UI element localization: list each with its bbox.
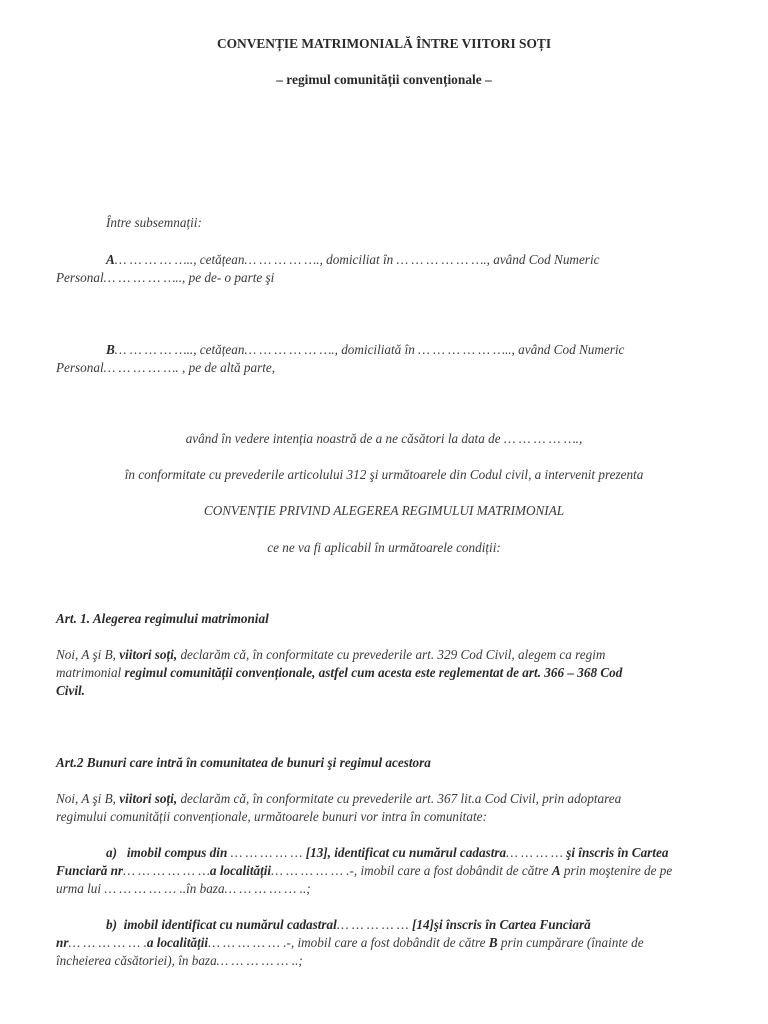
item-b-line-2 (56, 934, 644, 952)
item-b-line-1 (106, 916, 591, 934)
art1-line-3: Civil. (56, 683, 85, 698)
item-a-text-2d: … … … … … .-, imobil care a fost dobândit de către (271, 863, 552, 878)
art2-text-1c: declarăm că, în conformitate cu prevederile art. 367 lit.a Cod Civil, prin adoptarea (177, 791, 622, 806)
document-subtitle: – regimul comunității convenționale – (276, 72, 492, 87)
item-b-text-1a: imobil identificat cu numărul cadastral (123, 917, 337, 932)
item-a-line-3: urma lui … … … … … ..în baza… … … … … ..; (56, 881, 311, 896)
party-b-line-1 (106, 341, 624, 359)
party-b-line-2: Personal… … … … …. , pe de altă parte, (56, 360, 276, 375)
item-a-text-1d: … … … … (506, 845, 567, 860)
convention-heading: CONVENȚIE PRIVIND ALEGEREA REGIMULUI MATRIMONIAL (203, 503, 565, 518)
art1-line-1 (56, 646, 605, 664)
item-b-text-2b: … … … … … . (68, 935, 147, 950)
item-a-text-1c: [13], identificat cu numărul cadastra (305, 845, 507, 860)
intent-paragraph: având în vedere intenția noastră de a ne căsători la data de … … … … …., (185, 431, 583, 446)
item-a-line-1 (106, 844, 668, 862)
item-a-label: a) (106, 845, 117, 860)
document-title: CONVENȚIE MATRIMONIALĂ ÎNTRE VIITORI SOȚI (216, 36, 552, 51)
art1-text-1c: declarăm că, în conformitate cu prevederile art. 329 Cod Civil, alegem ca regim (177, 647, 606, 662)
item-a-text-2b: … … … … … … (123, 863, 210, 878)
art1-heading: Art. 1. Alegerea regimului matrimonial (56, 611, 269, 626)
item-b-text-1c: [14]şi înscris în Cartea Funciară (411, 917, 591, 932)
item-b-text-2a: nr (56, 935, 69, 950)
item-a-text-1b: … … … … … (230, 845, 306, 860)
art2-heading: Art.2 Bunuri care intră în comunitatea de bunuri şi regimul acestora (56, 755, 431, 770)
art2-text-1b: viitori soți, (119, 791, 178, 806)
party-a-line-1 (106, 251, 599, 269)
art2-line-1 (56, 790, 621, 808)
item-a-line-2 (56, 862, 672, 880)
item-b-label: b) (106, 917, 117, 932)
item-b-line-3: încheierea căsătoriei), în baza… … … … … ..; (56, 953, 303, 968)
party-a-details: … … … … ….., cetățean… … … … …., domiciliat în … … … … … …., având Cod Numeric (114, 252, 600, 267)
item-a-text-1a: imobil compus din (126, 845, 231, 860)
item-a-text-1e: şi înscris în Cartea (566, 845, 669, 860)
party-b-details: … … … … ….., cetățean… … … … … …., domiciliată în … … … … … ….., având Cod Numeric (114, 342, 625, 357)
art1-text-1a: Noi, A şi B, (56, 647, 120, 662)
item-b-text-2c: a localității (146, 935, 209, 950)
item-a-text-2e: A (551, 863, 561, 878)
item-a-text-2a: Funciară nr (56, 863, 124, 878)
party-a-line-2: Personal… … … … ….., pe de- o parte şi (56, 270, 275, 285)
conformity-paragraph: în conformitate cu prevederile articolului 312 şi următoarele din Codul civil, a intervenit prezenta (124, 467, 644, 482)
art1-text-2b: regimul comunității convenționale, astfel cum acesta este reglementat de art. 366 – 368 Cod (124, 665, 623, 680)
art1-text-2a: matrimonial (56, 665, 125, 680)
art2-text-1a: Noi, A şi B, (56, 791, 120, 806)
conditions-paragraph: ce ne va fi aplicabil în următoarele condiții: (267, 540, 501, 555)
art1-text-1b: viitori soți, (119, 647, 178, 662)
art1-line-2 (56, 664, 622, 682)
intro-text: Între subsemnații: (106, 215, 202, 230)
item-b-text-1b: … … … … … (336, 917, 412, 932)
item-b-text-2f: prin cumpărare (înainte de (497, 935, 644, 950)
item-b-text-2d: … … … … … .-, imobil care a fost dobândit de către (208, 935, 489, 950)
party-b-letter: B (106, 342, 115, 357)
item-a-text-2f: prin moştenire de pe (560, 863, 673, 878)
item-a-text-2c: a localității (209, 863, 272, 878)
party-a-letter: A (106, 252, 115, 267)
art2-line-2: regimului comunității convenționale, următoarele bunuri vor intra în comunitate: (56, 809, 487, 824)
item-b-text-2e: B (488, 935, 498, 950)
